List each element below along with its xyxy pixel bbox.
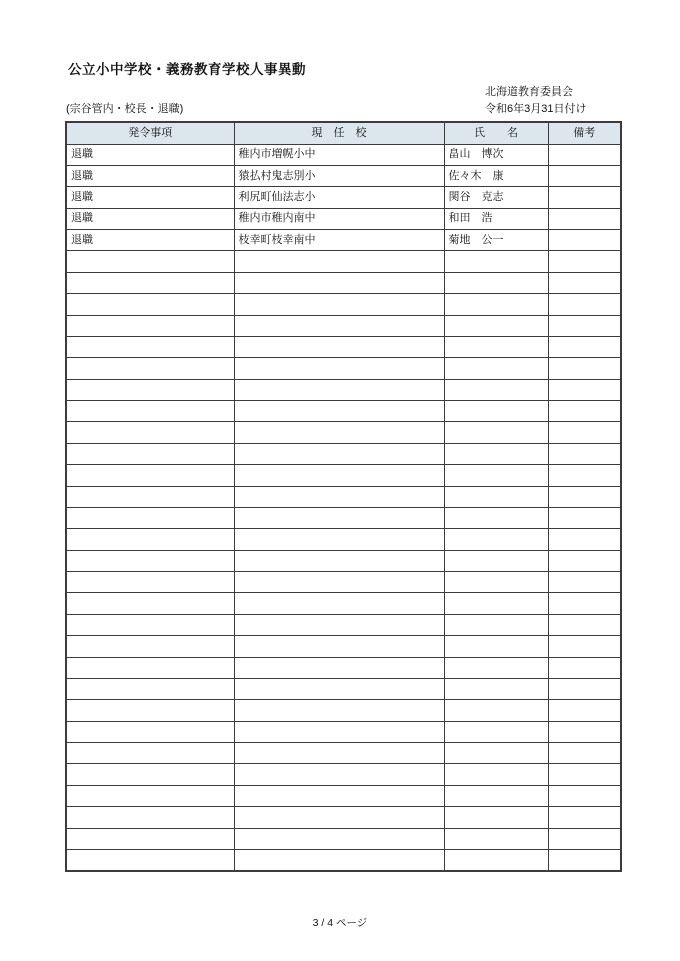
table-cell bbox=[234, 743, 444, 764]
table-cell bbox=[66, 678, 234, 699]
table-cell bbox=[234, 636, 444, 657]
table-cell bbox=[234, 272, 444, 293]
table-cell bbox=[444, 678, 548, 699]
table-cell bbox=[548, 251, 621, 272]
empty-row bbox=[66, 785, 621, 806]
empty-row bbox=[66, 678, 621, 699]
table-cell bbox=[66, 721, 234, 742]
table-cell bbox=[234, 529, 444, 550]
table-cell bbox=[234, 550, 444, 571]
table-cell bbox=[234, 572, 444, 593]
table-cell bbox=[548, 849, 621, 870]
table-cell bbox=[234, 785, 444, 806]
table-cell bbox=[234, 315, 444, 336]
personnel-table bbox=[65, 121, 622, 872]
table-cell bbox=[548, 721, 621, 742]
table-cell bbox=[444, 507, 548, 528]
empty-row bbox=[66, 379, 621, 400]
table-cell bbox=[548, 507, 621, 528]
table-cell bbox=[548, 401, 621, 422]
table-cell bbox=[444, 422, 548, 443]
empty-row bbox=[66, 465, 621, 486]
table-cell bbox=[548, 443, 621, 464]
table-cell bbox=[234, 614, 444, 635]
table-cell: 利尻町仙法志小 bbox=[234, 187, 444, 208]
empty-row bbox=[66, 358, 621, 379]
table-cell bbox=[234, 465, 444, 486]
header-row bbox=[66, 122, 621, 144]
table-row bbox=[66, 230, 621, 251]
table-cell bbox=[548, 379, 621, 400]
table-cell: 退職 bbox=[66, 230, 234, 251]
empty-row bbox=[66, 272, 621, 293]
table-cell bbox=[548, 144, 621, 165]
table-cell bbox=[548, 165, 621, 186]
table-cell bbox=[444, 358, 548, 379]
table-cell bbox=[444, 614, 548, 635]
table-cell bbox=[444, 529, 548, 550]
column-header: 氏 名 bbox=[444, 122, 548, 144]
table-cell bbox=[548, 614, 621, 635]
table-cell bbox=[66, 593, 234, 614]
table-cell bbox=[66, 272, 234, 293]
table-cell bbox=[234, 764, 444, 785]
table-cell bbox=[444, 572, 548, 593]
table-cell: 退職 bbox=[66, 208, 234, 229]
empty-row bbox=[66, 764, 621, 785]
table-cell bbox=[548, 636, 621, 657]
table-cell: 稚内市増幌小中 bbox=[234, 144, 444, 165]
table-cell bbox=[548, 678, 621, 699]
table-cell bbox=[66, 507, 234, 528]
table-cell bbox=[234, 294, 444, 315]
empty-row bbox=[66, 636, 621, 657]
table-cell bbox=[66, 572, 234, 593]
table-cell bbox=[66, 743, 234, 764]
table-row bbox=[66, 208, 621, 229]
table-cell bbox=[66, 422, 234, 443]
issuing-organization: 北海道教育委員会 bbox=[485, 86, 573, 98]
table-cell bbox=[444, 465, 548, 486]
table-cell bbox=[66, 550, 234, 571]
table-cell bbox=[548, 700, 621, 721]
table-cell: 猿払村鬼志別小 bbox=[234, 165, 444, 186]
table-cell bbox=[444, 336, 548, 357]
table-cell bbox=[234, 700, 444, 721]
table-cell bbox=[548, 743, 621, 764]
page-title: 公立小中学校・義務教育学校人事異動 bbox=[68, 62, 306, 77]
table-cell bbox=[444, 486, 548, 507]
column-header: 発令事項 bbox=[66, 122, 234, 144]
table-cell bbox=[234, 379, 444, 400]
empty-row bbox=[66, 700, 621, 721]
table-cell bbox=[444, 379, 548, 400]
table-cell bbox=[548, 422, 621, 443]
table-cell: 畠山 博次 bbox=[444, 144, 548, 165]
empty-row bbox=[66, 721, 621, 742]
table-cell bbox=[548, 828, 621, 849]
personnel-table-container bbox=[65, 121, 622, 872]
table-cell bbox=[66, 700, 234, 721]
table-cell bbox=[234, 849, 444, 870]
table-cell bbox=[444, 251, 548, 272]
table-cell bbox=[444, 700, 548, 721]
table-cell bbox=[66, 379, 234, 400]
table-cell bbox=[66, 443, 234, 464]
table-cell bbox=[444, 721, 548, 742]
empty-row bbox=[66, 401, 621, 422]
table-cell bbox=[548, 465, 621, 486]
table-cell bbox=[548, 657, 621, 678]
table-cell: 枝幸町枝幸南中 bbox=[234, 230, 444, 251]
empty-row bbox=[66, 743, 621, 764]
table-row bbox=[66, 144, 621, 165]
table-cell bbox=[444, 593, 548, 614]
empty-row bbox=[66, 550, 621, 571]
table-cell: 関谷 克志 bbox=[444, 187, 548, 208]
table-cell bbox=[548, 208, 621, 229]
table-cell bbox=[66, 849, 234, 870]
table-cell bbox=[66, 828, 234, 849]
table-cell: 退職 bbox=[66, 165, 234, 186]
table-cell: 退職 bbox=[66, 144, 234, 165]
table-cell bbox=[548, 486, 621, 507]
empty-row bbox=[66, 315, 621, 336]
table-cell bbox=[444, 764, 548, 785]
table-cell bbox=[234, 422, 444, 443]
table-cell bbox=[66, 785, 234, 806]
empty-row bbox=[66, 529, 621, 550]
table-cell bbox=[444, 443, 548, 464]
empty-row bbox=[66, 572, 621, 593]
table-cell bbox=[444, 315, 548, 336]
table-cell: 稚内市稚内南中 bbox=[234, 208, 444, 229]
table-cell bbox=[444, 401, 548, 422]
empty-row bbox=[66, 807, 621, 828]
table-cell bbox=[234, 401, 444, 422]
table-cell bbox=[234, 251, 444, 272]
table-cell bbox=[234, 486, 444, 507]
empty-row bbox=[66, 614, 621, 635]
empty-row bbox=[66, 849, 621, 870]
table-cell bbox=[444, 785, 548, 806]
table-cell bbox=[66, 315, 234, 336]
table-cell bbox=[548, 529, 621, 550]
table-row bbox=[66, 187, 621, 208]
table-cell bbox=[444, 743, 548, 764]
table-cell bbox=[444, 849, 548, 870]
table-header bbox=[66, 122, 621, 144]
table-cell bbox=[548, 593, 621, 614]
column-header: 現 任 校 bbox=[234, 122, 444, 144]
page-number: 3 / 4 ページ bbox=[312, 917, 368, 929]
table-body bbox=[66, 144, 621, 871]
empty-row bbox=[66, 657, 621, 678]
empty-row bbox=[66, 336, 621, 357]
table-row bbox=[66, 165, 621, 186]
table-cell bbox=[548, 336, 621, 357]
table-cell bbox=[66, 807, 234, 828]
table-cell bbox=[444, 550, 548, 571]
table-cell: 和田 浩 bbox=[444, 208, 548, 229]
table-cell bbox=[548, 294, 621, 315]
table-cell bbox=[66, 401, 234, 422]
table-cell bbox=[66, 358, 234, 379]
empty-row bbox=[66, 507, 621, 528]
table-cell bbox=[234, 657, 444, 678]
table-cell bbox=[444, 294, 548, 315]
table-cell bbox=[66, 764, 234, 785]
table-cell bbox=[234, 828, 444, 849]
table-cell: 菊地 公一 bbox=[444, 230, 548, 251]
table-cell bbox=[234, 678, 444, 699]
empty-row bbox=[66, 443, 621, 464]
column-header: 備考 bbox=[548, 122, 621, 144]
table-cell bbox=[234, 593, 444, 614]
table-cell bbox=[444, 636, 548, 657]
table-cell bbox=[66, 486, 234, 507]
table-cell bbox=[66, 336, 234, 357]
table-cell bbox=[66, 636, 234, 657]
effective-date: 令和6年3月31日付け bbox=[485, 103, 587, 115]
empty-row bbox=[66, 294, 621, 315]
table-cell bbox=[444, 828, 548, 849]
empty-row bbox=[66, 422, 621, 443]
table-cell bbox=[234, 721, 444, 742]
table-cell bbox=[234, 507, 444, 528]
table-cell: 退職 bbox=[66, 187, 234, 208]
table-cell bbox=[548, 230, 621, 251]
table-cell bbox=[66, 294, 234, 315]
table-cell bbox=[66, 657, 234, 678]
table-cell bbox=[548, 315, 621, 336]
table-cell bbox=[234, 336, 444, 357]
empty-row bbox=[66, 828, 621, 849]
table-cell bbox=[548, 272, 621, 293]
table-cell bbox=[548, 572, 621, 593]
empty-row bbox=[66, 593, 621, 614]
table-cell bbox=[548, 358, 621, 379]
table-cell bbox=[66, 614, 234, 635]
table-cell bbox=[234, 358, 444, 379]
table-cell bbox=[66, 465, 234, 486]
table-cell bbox=[66, 251, 234, 272]
section-subtitle: (宗谷管内・校長・退職) bbox=[66, 103, 184, 115]
table-cell bbox=[444, 272, 548, 293]
table-cell bbox=[548, 764, 621, 785]
table-cell bbox=[444, 807, 548, 828]
table-cell: 佐々木 康 bbox=[444, 165, 548, 186]
table-cell bbox=[444, 657, 548, 678]
table-cell bbox=[548, 550, 621, 571]
empty-row bbox=[66, 251, 621, 272]
table-cell bbox=[66, 529, 234, 550]
table-cell bbox=[548, 187, 621, 208]
empty-row bbox=[66, 486, 621, 507]
table-cell bbox=[234, 807, 444, 828]
table-cell bbox=[548, 807, 621, 828]
table-cell bbox=[234, 443, 444, 464]
table-cell bbox=[548, 785, 621, 806]
